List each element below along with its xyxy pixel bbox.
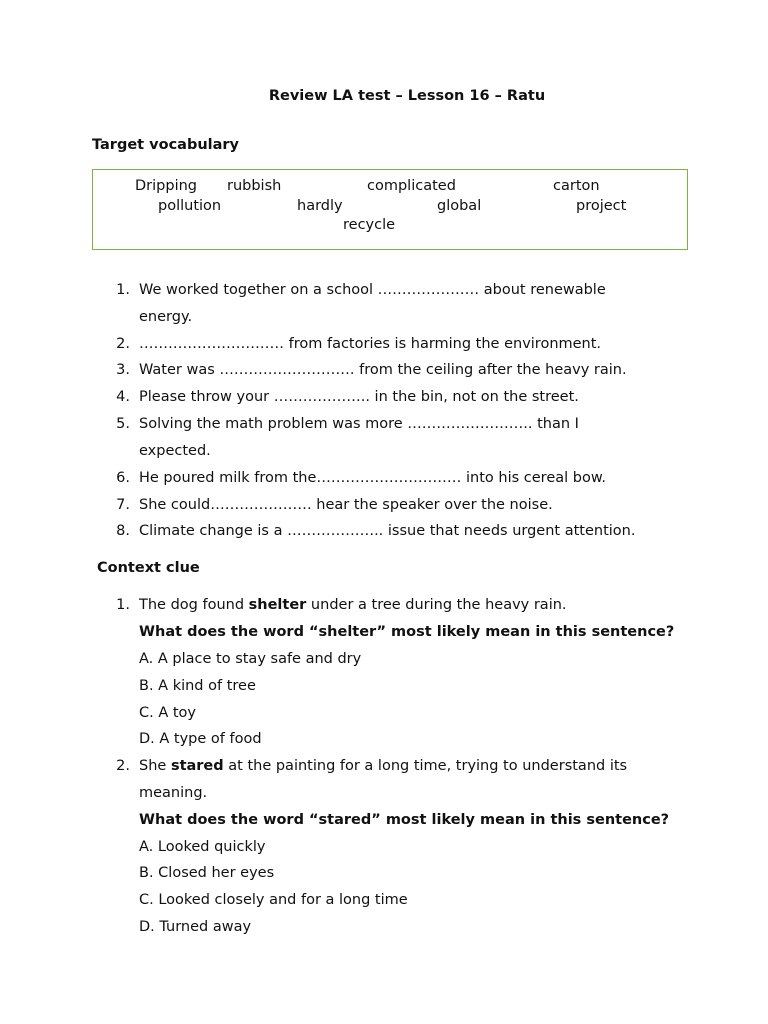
item-number: 7. [116, 497, 130, 513]
document-title: Review LA test – Lesson 16 – Ratu [268, 88, 546, 104]
vocab-word: Dripping [135, 178, 197, 194]
key-word: stared [170, 758, 224, 774]
item-number: 5. [116, 416, 130, 432]
key-word: shelter [248, 597, 307, 613]
item-number: 1. [116, 282, 130, 298]
fill-in-line: energy. [139, 309, 193, 325]
sentence-text: under a tree during the heavy rain. [306, 597, 567, 613]
question-sentence [139, 596, 567, 614]
fill-in-line: Please throw your ……………….. in the bin, not on the street. [139, 389, 579, 405]
vocab-word: recycle [343, 217, 396, 233]
answer-option: C. A toy [139, 705, 197, 721]
question-sentence [139, 757, 627, 775]
item-number: 2. [116, 336, 130, 352]
vocabulary-box [92, 169, 688, 250]
fill-in-line: Water was ………………………. from the ceiling after the heavy rain. [139, 362, 627, 378]
fill-in-line: He poured milk from the………………………… into his cereal bow. [139, 470, 606, 486]
fill-in-line: ………………………… from factories is harming the environment. [139, 336, 602, 352]
fill-in-line: We worked together on a school ………………… about renewable [139, 282, 606, 298]
answer-option: D. A type of food [139, 731, 262, 747]
vocab-word: hardly [297, 198, 343, 214]
answer-option: C. Looked closely and for a long time [139, 892, 408, 908]
fill-in-line: expected. [139, 443, 211, 459]
item-number: 2. [116, 758, 130, 774]
item-number: 8. [116, 523, 130, 539]
vocab-word: global [437, 198, 482, 214]
vocab-word: rubbish [227, 178, 282, 194]
vocab-word: pollution [158, 198, 222, 214]
sentence-text: The dog found [139, 597, 249, 613]
vocabulary-heading: Target vocabulary [92, 137, 240, 153]
fill-in-line: Climate change is a ……………….. issue that needs urgent attention. [139, 523, 636, 539]
sentence-text: at the painting for a long time, trying to understand its [223, 758, 628, 774]
vocab-word: project [576, 198, 627, 214]
question-prompt: What does the word “stared” most likely mean in this sentence? [139, 812, 670, 828]
item-number: 4. [116, 389, 130, 405]
answer-option: B. A kind of tree [139, 678, 256, 694]
answer-option: D. Turned away [139, 919, 252, 935]
item-number: 6. [116, 470, 130, 486]
answer-option: B. Closed her eyes [139, 865, 275, 881]
sentence-text: She [139, 758, 171, 774]
vocab-word: carton [553, 178, 600, 194]
context-clue-heading: Context clue [97, 560, 200, 576]
fill-in-line: Solving the math problem was more …………………….. than I [139, 416, 579, 432]
question-sentence-continued: meaning. [139, 785, 208, 801]
question-prompt: What does the word “shelter” most likely mean in this sentence? [139, 624, 675, 640]
vocab-word: complicated [367, 178, 456, 194]
fill-in-line: She could………………… hear the speaker over the noise. [139, 497, 553, 513]
answer-option: A. A place to stay safe and dry [139, 651, 362, 667]
item-number: 1. [116, 597, 130, 613]
answer-option: A. Looked quickly [139, 839, 266, 855]
item-number: 3. [116, 362, 130, 378]
